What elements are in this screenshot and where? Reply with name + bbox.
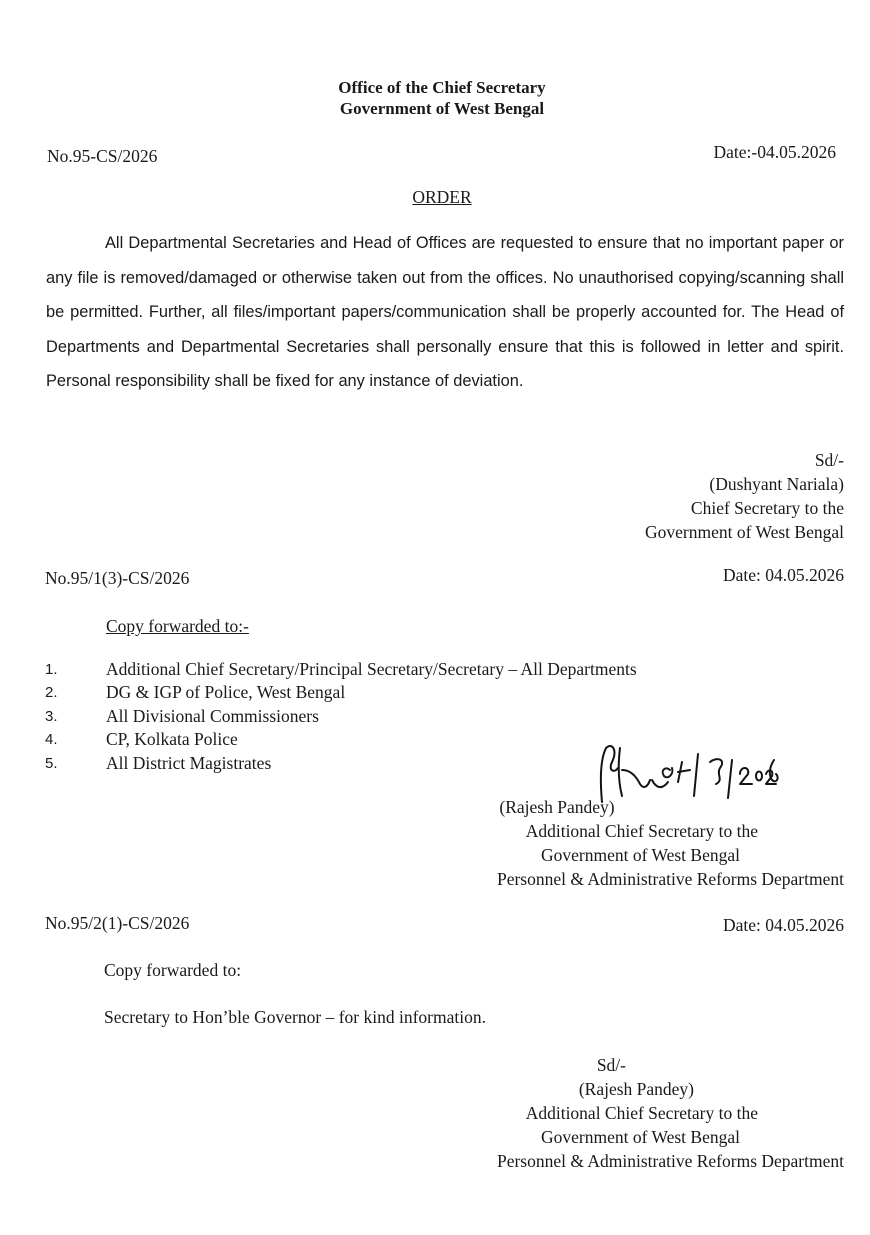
recipient-line: Secretary to Hon’ble Governor – for kind information. xyxy=(104,1007,486,1027)
memo-number: No.95/2(1)-CS/2026 xyxy=(45,913,190,933)
sd-mark: Sd/- xyxy=(596,1055,626,1075)
signatory-designation: Chief Secretary to the xyxy=(690,498,844,518)
order-heading: ORDER xyxy=(412,187,472,207)
sd-mark: Sd/- xyxy=(814,450,844,470)
order-date: Date:-04.05.2026 xyxy=(713,142,836,162)
signatory-name: (Rajesh Pandey) xyxy=(578,1079,694,1099)
signatory-name: (Rajesh Pandey) xyxy=(499,797,615,817)
recipient-list xyxy=(45,658,637,775)
memo-date: Date: 04.05.2026 xyxy=(722,565,844,585)
signatory-block-chief-secretary xyxy=(645,448,844,544)
list-item: 3. All Divisional Commissioners xyxy=(45,705,319,726)
signatory-department: Personnel & Administrative Reforms Department xyxy=(496,1151,844,1171)
order-number: No.95-CS/2026 xyxy=(47,146,158,166)
signatory-designation: Additional Chief Secretary to the xyxy=(525,1103,758,1123)
signatory-block-acs xyxy=(497,819,844,891)
office-title: Office of the Chief Secretary xyxy=(338,78,546,97)
government-title: Government of West Bengal xyxy=(339,99,545,118)
order-body: All Departmental Secretaries and Head of Offices are requested to ensure that no important paper or any file is removed/damaged or otherwise taken out from the offices. No unauthorised copying/scanning shall be permitted. Further, all files/important papers/communication shall be properly accounted for. The Head of Departments and Departmental Secretaries shall personally ensure that this is followed in letter and spirit. Personal responsibility shall be fixed for any instance of deviation. xyxy=(46,234,844,390)
copy-forwarded-heading: Copy forwarded to: xyxy=(104,960,242,980)
list-item: 4. CP, Kolkata Police xyxy=(45,729,238,750)
signatory-designation: Government of West Bengal xyxy=(645,522,844,542)
memo-date: Date: 04.05.2026 xyxy=(722,915,844,935)
signatory-designation: Additional Chief Secretary to the xyxy=(525,821,758,841)
signatory-designation: Government of West Bengal xyxy=(541,1127,740,1147)
signatory-block-acs-final xyxy=(497,1053,844,1173)
signatory-department: Personnel & Administrative Reforms Department xyxy=(496,869,844,889)
signatory-designation: Government of West Bengal xyxy=(541,845,740,865)
list-item: 1. Additional Chief Secretary/Principal Secretary/Secretary – All Departments xyxy=(45,659,637,679)
list-item: 5. All District Magistrates xyxy=(45,752,272,773)
memo-number: No.95/1(3)-CS/2026 xyxy=(45,568,190,588)
copy-forwarded-heading: Copy forwarded to:- xyxy=(106,616,249,636)
signatory-name: (Dushyant Nariala) xyxy=(709,474,844,494)
list-item: 2. DG & IGP of Police, West Bengal xyxy=(45,682,346,703)
